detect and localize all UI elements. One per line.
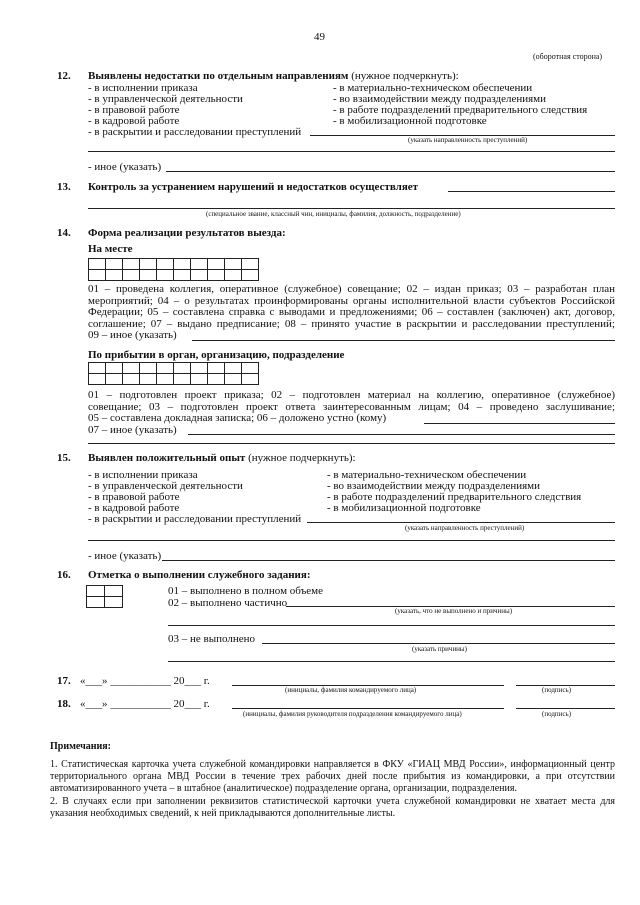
s14-reported-to-field[interactable]	[424, 423, 615, 424]
s15-extra-line[interactable]	[88, 540, 615, 541]
s14-code-grid-arrival[interactable]	[88, 362, 259, 385]
s16-option-02[interactable]: 02 – выполнено частично	[168, 597, 288, 609]
s12-right-1[interactable]: - во взаимодействии между подразделениями	[333, 93, 547, 105]
s18-name-caption: (инициалы, фамилия руководителя подразделения командируемого лица)	[243, 710, 462, 718]
section-15-heading	[88, 452, 356, 464]
section-14-title: Форма реализации результатов выезда:	[88, 227, 286, 239]
page-number: 49	[314, 31, 325, 43]
s12-crimes-caption: (указать направленность преступлений)	[408, 136, 528, 144]
s14-extra-line[interactable]	[88, 443, 615, 444]
section-14-number: 14.	[57, 227, 71, 239]
note-1: 1. Статистическая карточка учета служебной командировки направляется в ФКУ «ГИАЦ МВД России», информационный центр территориального органа МВД России в течение трех рабочих дней после прибытия из командировки, а при отсутствии автоматизированного учета – в штабное (аналитическое) подразделение органа, организации, подразделения.	[50, 759, 615, 794]
section-17-number: 17.	[57, 675, 71, 687]
s14-p2-line-0: 01 – подготовлен проект приказа; 02 – подготовлен материал на коллегию, оперативное (служебное)	[88, 389, 615, 401]
section-12-title: Выявлены недостатки по отдельным направлениям	[88, 70, 349, 82]
s12-left-4[interactable]: - в раскрытии и расследовании преступлений	[88, 126, 302, 138]
s12-extra-line[interactable]	[88, 151, 615, 152]
note-2: 2. В случаях если при заполнении реквизитов статистической карточки учета служебной командировки не хватает места для указания необходимых сведений, к ней прикладываются дополнительные листы.	[50, 796, 615, 819]
s15-crimes-caption: (указать направленность преступлений)	[405, 524, 525, 532]
s12-right-2[interactable]: - в работе подразделений предварительного следствия	[333, 104, 588, 116]
section-16-number: 16.	[57, 569, 71, 581]
s14-p1-line-3: соглашение; 07 – выдано предписание; 08 – принято участие в раскрытии и расследовании преступлений;	[88, 317, 615, 330]
s18-signature-caption: (подпись)	[542, 710, 572, 718]
s14-arrival-other-field[interactable]	[188, 434, 615, 435]
s12-left-0[interactable]: - в исполнении приказа	[88, 82, 198, 94]
section-16-title: Отметка о выполнении служебного задания:	[88, 569, 311, 581]
s12-other-label: - иное (указать)	[88, 161, 162, 173]
section-13-number: 13.	[57, 181, 71, 193]
s14-p2-line-3: 07 – иное (указать)	[88, 423, 177, 436]
s15-crimes-field[interactable]	[307, 522, 615, 523]
section-15-number: 15.	[57, 452, 71, 464]
s14-code-grid-onsite[interactable]	[88, 258, 259, 281]
section-15-hint: (нужное подчеркнуть):	[245, 452, 356, 464]
s15-other-label: - иное (указать)	[88, 550, 162, 562]
s14-p1-line-4: 09 – иное (указать)	[88, 329, 177, 341]
s15-left-2[interactable]: - в правовой работе	[88, 491, 180, 503]
s15-other-field[interactable]	[162, 560, 615, 561]
s14-p2-line-2: 05 – составлена докладная записка; 06 – доложено устно (кому)	[88, 412, 387, 424]
s18-date[interactable]: «___» ___________ 20___ г.	[80, 698, 210, 710]
s18-name-field[interactable]	[232, 708, 504, 709]
s14-p1-line-1: мероприятий; 04 – о результатах проинформированы органы исполнительной власти субъектов Российской	[88, 294, 615, 307]
s14-p1-line-0: 01 – проведена коллегия, оперативное (служебное) совещание; 02 – издан приказ; 03 – разработан план	[88, 283, 615, 295]
section-18-number: 18.	[57, 698, 71, 710]
s17-name-caption: (инициалы, фамилия командируемого лица)	[285, 686, 417, 694]
s15-left-4[interactable]: - в раскрытии и расследовании преступлений	[88, 513, 302, 525]
s16-option-01[interactable]: 01 – выполнено в полном объеме	[168, 585, 324, 597]
s17-date[interactable]: «___» ___________ 20___ г.	[80, 675, 210, 687]
section-13-title: Контроль за устранением нарушений и недостатков осуществляет	[88, 181, 419, 193]
s14-p2-line-1: совещание; 03 – подготовлен проект ответа заинтересованным лицам; 04 – проведено заслушивание;	[88, 400, 615, 413]
s15-right-3[interactable]: - в мобилизационной подготовке	[327, 502, 481, 514]
s16-reason-caption: (указать причины)	[412, 645, 467, 653]
s14-p1-line-2: Федерации; 05 – составлена справка с выводами и предложениями; 06 – составлен (заключен) акт, договор,	[88, 306, 615, 318]
s14-arrival-options	[88, 390, 615, 436]
s12-left-1[interactable]: - в управленческой деятельности	[88, 93, 243, 105]
section-12-hint: (нужное подчеркнуть):	[348, 70, 459, 82]
s15-left-0[interactable]: - в исполнении приказа	[88, 469, 198, 481]
s12-left-3[interactable]: - в кадровой работе	[88, 115, 180, 127]
s13-field[interactable]	[448, 191, 615, 192]
section-12-heading	[88, 70, 459, 82]
s15-right-0[interactable]: - в материально-техническом обеспечении	[327, 469, 527, 481]
s15-left-1[interactable]: - в управленческой деятельности	[88, 480, 243, 492]
side-note: (оборотная сторона)	[533, 52, 603, 61]
s16-option-03[interactable]: 03 – не выполнено	[168, 633, 255, 645]
s16-code-box[interactable]	[86, 585, 123, 608]
s17-signature-caption: (подпись)	[542, 686, 572, 694]
s15-left-3[interactable]: - в кадровой работе	[88, 502, 180, 514]
s16-partial-extra[interactable]	[168, 625, 615, 626]
s14-sub-arrival: По прибытии в орган, организацию, подразделение	[88, 349, 345, 361]
section-12-number: 12.	[57, 70, 71, 82]
s12-left-2[interactable]: - в правовой работе	[88, 104, 180, 116]
s16-partial-caption: (указать, что не выполнено и причины)	[395, 607, 513, 615]
s14-onsite-options	[88, 284, 615, 342]
s18-signature-field[interactable]	[516, 708, 615, 709]
s13-caption: (специальное звание, классный чин, инициалы, фамилия, должность, подразделение)	[206, 210, 461, 218]
s12-other-field[interactable]	[166, 171, 615, 172]
s13-field-2[interactable]	[88, 208, 615, 209]
s12-right-3[interactable]: - в мобилизационной подготовке	[333, 115, 487, 127]
s15-right-1[interactable]: - во взаимодействии между подразделениями	[327, 480, 541, 492]
notes-title: Примечания:	[50, 741, 112, 752]
s16-reason-field[interactable]	[262, 643, 615, 644]
s16-reason-extra[interactable]	[168, 661, 615, 662]
s14-sub-onsite: На месте	[88, 243, 133, 255]
section-15-title: Выявлен положительный опыт	[88, 452, 246, 464]
s12-right-0[interactable]: - в материально-техническом обеспечении	[333, 82, 533, 94]
s15-right-2[interactable]: - в работе подразделений предварительного следствия	[327, 491, 582, 503]
s14-onsite-other-field[interactable]	[192, 340, 615, 341]
